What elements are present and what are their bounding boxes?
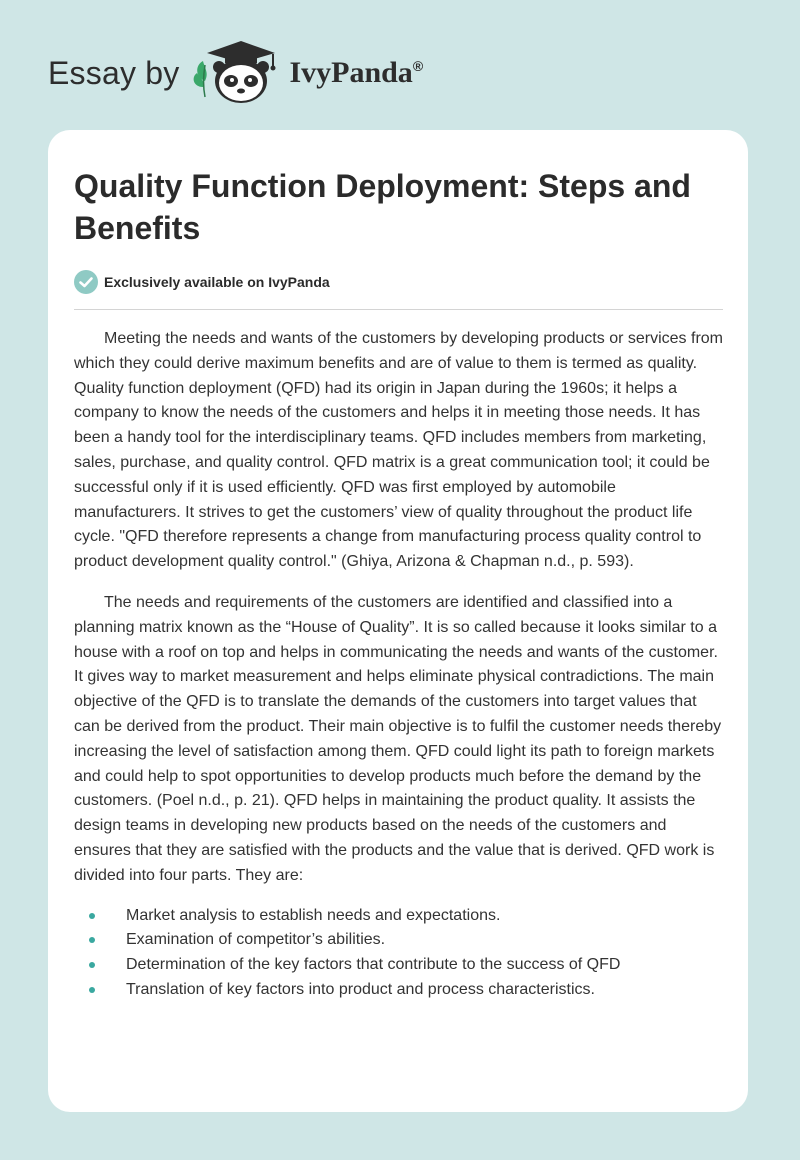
essay-by-label: Essay by [48,54,180,91]
check-badge-icon [74,270,98,294]
site-header [48,38,423,108]
essay-card [48,130,748,1112]
page-title: Quality Function Deployment: Steps and Benefits [74,168,691,246]
panda-graduate-logo-icon[interactable] [191,37,283,109]
bullet-dot-icon [89,987,95,993]
bullet-list [74,904,722,1003]
divider [74,309,723,310]
exclusive-label: Exclusively available on IvyPanda [104,274,330,290]
paragraph-1: Meeting the needs and wants of the customers by developing products or services from which they could derive maximum benefits and are of value to them is termed as quality. Quality function deployment (QFD) had its origin in Japan during the 1960s; it helps a company to know the needs of the customers and helps it in meeting those needs. It has been a handy tool for the interdisciplinary teams. QFD includes members from marketing, sales, purchase, and quality control. QFD matrix is a great communication tool; it could be successful only if it is used efficiently. QFD was first employed by automobile manufacturers. It strives to get the customers’ view of quality throughout the product life cycle. "QFD therefore represents a change from manufacturing process quality control to product development quality control." (Ghiya, Arizona & Chapman n.d., p. 593). [74,330,723,571]
bullet-dot-icon [89,913,95,919]
bullet-dot-icon [89,962,95,968]
brand-name[interactable]: IvyPanda® [289,56,424,89]
registered-mark: ® [412,58,424,74]
list-item: Examination of competitor’s abilities. [74,928,722,953]
list-item: Market analysis to establish needs and expectations. [74,904,722,929]
list-item: Determination of the key factors that contribute to the success of QFD [74,953,722,978]
bullet-dot-icon [89,937,95,943]
list-item: Translation of key factors into product and process characteristics. [74,978,722,1003]
exclusive-badge [74,269,722,295]
paragraph-2: The needs and requirements of the customers are identified and classified into a planning matrix known as the “House of Quality”. It is so called because it looks similar to a house with a roof on top and helps in communicating the needs and wants of the customer. It gives way to market measurement and helps eliminate physical contradictions. The main objective of the QFD is to translate the demands of the customers into target values that can be derived from the product. Their main objective is to fulfil the customer needs thereby increasing the level of satisfaction among them. QFD could light its path to foreign markets and could help to spot opportunities to develop products much before the demand by the customers. (Poel n.d., p. 21). QFD helps in maintaining the product quality. It assists the design teams in developing new products based on the needs of the customers and ensures that they are satisfied with the products and the value that is derived. QFD work is divided into four parts. They are: [74,593,722,884]
